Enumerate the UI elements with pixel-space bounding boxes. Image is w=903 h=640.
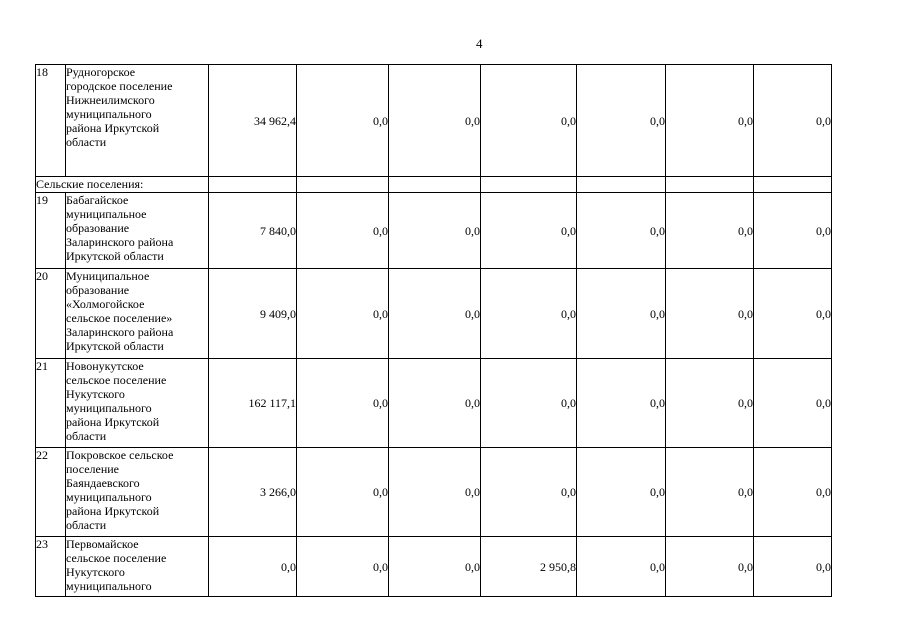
- municipality-name: [66, 65, 209, 177]
- name-line: Заларинского района: [66, 325, 174, 339]
- page-number: 4: [476, 36, 483, 51]
- value-cell: 0,0: [389, 359, 481, 448]
- name-line: области: [66, 135, 107, 149]
- row-number: 22: [36, 448, 66, 537]
- name-line: Иркутской области: [66, 249, 164, 263]
- value-cell: 162 117,1: [209, 359, 297, 448]
- value-cell: 0,0: [666, 193, 754, 269]
- row-number: 23: [36, 537, 66, 597]
- section-row: [36, 177, 832, 193]
- value-cell: 0,0: [666, 537, 754, 597]
- value-cell: 0,0: [297, 193, 389, 269]
- value-cell: 0,0: [754, 359, 832, 448]
- value-cell: 0,0: [389, 448, 481, 537]
- name-line: области: [66, 518, 107, 532]
- value-cell: 0,0: [481, 193, 577, 269]
- name-line: образование: [66, 283, 130, 297]
- value-cell: 0,0: [577, 359, 666, 448]
- name-line: Иркутской области: [66, 339, 164, 353]
- municipality-name: [66, 193, 209, 269]
- value-cell: 0,0: [389, 65, 481, 177]
- name-line: муниципального: [66, 490, 152, 504]
- value-cell: 0,0: [481, 448, 577, 537]
- budget-table: [35, 64, 832, 597]
- name-line: «Холмогойское: [66, 297, 145, 311]
- name-line: муниципального: [66, 401, 152, 415]
- value-cell: 0,0: [209, 537, 297, 597]
- name-line: Нукутского: [66, 387, 125, 401]
- value-cell: 0,0: [297, 448, 389, 537]
- value-cell: 0,0: [481, 359, 577, 448]
- table-row: [36, 193, 832, 269]
- value-cell: 0,0: [577, 65, 666, 177]
- name-line: сельское поселение»: [66, 311, 173, 325]
- value-cell: 2 950,8: [481, 537, 577, 597]
- value-cell: 0,0: [666, 269, 754, 359]
- name-line: Нижнеилимского: [66, 93, 155, 107]
- name-line: муниципального: [66, 579, 152, 593]
- value-cell: 0,0: [297, 359, 389, 448]
- value-cell: 0,0: [754, 269, 832, 359]
- municipality-name: [66, 537, 209, 597]
- value-cell: 0,0: [666, 359, 754, 448]
- value-cell: 0,0: [297, 537, 389, 597]
- name-line: городское поселение: [66, 79, 173, 93]
- name-line: Баяндаевского: [66, 476, 140, 490]
- value-cell: 0,0: [666, 448, 754, 537]
- value-cell: 0,0: [754, 65, 832, 177]
- municipality-name: [66, 269, 209, 359]
- name-line: образование: [66, 221, 130, 235]
- name-line: сельское поселение: [66, 373, 167, 387]
- name-line: района Иркутской: [66, 504, 160, 518]
- row-number: 21: [36, 359, 66, 448]
- name-line: муниципальное: [66, 207, 147, 221]
- value-cell: 0,0: [754, 448, 832, 537]
- table-row: [36, 448, 832, 537]
- value-cell: 0,0: [389, 537, 481, 597]
- name-line: Заларинского района: [66, 235, 174, 249]
- value-cell: 0,0: [754, 193, 832, 269]
- value-cell: 0,0: [577, 269, 666, 359]
- municipality-name: [66, 359, 209, 448]
- table-row: [36, 65, 832, 177]
- table-row: [36, 269, 832, 359]
- name-line: Муниципальное: [66, 269, 150, 283]
- table-row: [36, 359, 832, 448]
- table-row: [36, 537, 832, 597]
- name-line: поселение: [66, 462, 120, 476]
- row-number: 20: [36, 269, 66, 359]
- value-cell: 0,0: [754, 537, 832, 597]
- name-line: Новонукутское: [66, 359, 144, 373]
- name-line: Бабагайское: [66, 193, 129, 207]
- value-cell: 0,0: [481, 269, 577, 359]
- row-number: 19: [36, 193, 66, 269]
- name-line: Первомайское: [66, 537, 139, 551]
- name-line: области: [66, 429, 107, 443]
- name-line: Нукутского: [66, 565, 125, 579]
- value-cell: 0,0: [297, 65, 389, 177]
- value-cell: 0,0: [666, 65, 754, 177]
- name-line: муниципального: [66, 107, 152, 121]
- value-cell: 0,0: [389, 193, 481, 269]
- value-cell: 9 409,0: [209, 269, 297, 359]
- value-cell: 34 962,4: [209, 65, 297, 177]
- value-cell: 0,0: [389, 269, 481, 359]
- name-line: сельское поселение: [66, 551, 167, 565]
- value-cell: 7 840,0: [209, 193, 297, 269]
- row-number: 18: [36, 65, 66, 177]
- name-line: Рудногорское: [66, 65, 136, 79]
- municipality-name: [66, 448, 209, 537]
- value-cell: 0,0: [297, 269, 389, 359]
- name-line: Покровское сельское: [66, 448, 174, 462]
- name-line: района Иркутской: [66, 121, 160, 135]
- value-cell: 0,0: [577, 448, 666, 537]
- value-cell: 3 266,0: [209, 448, 297, 537]
- value-cell: 0,0: [577, 537, 666, 597]
- value-cell: 0,0: [481, 65, 577, 177]
- name-line: района Иркутской: [66, 415, 160, 429]
- section-label: Сельские поселения:: [36, 177, 209, 193]
- value-cell: 0,0: [577, 193, 666, 269]
